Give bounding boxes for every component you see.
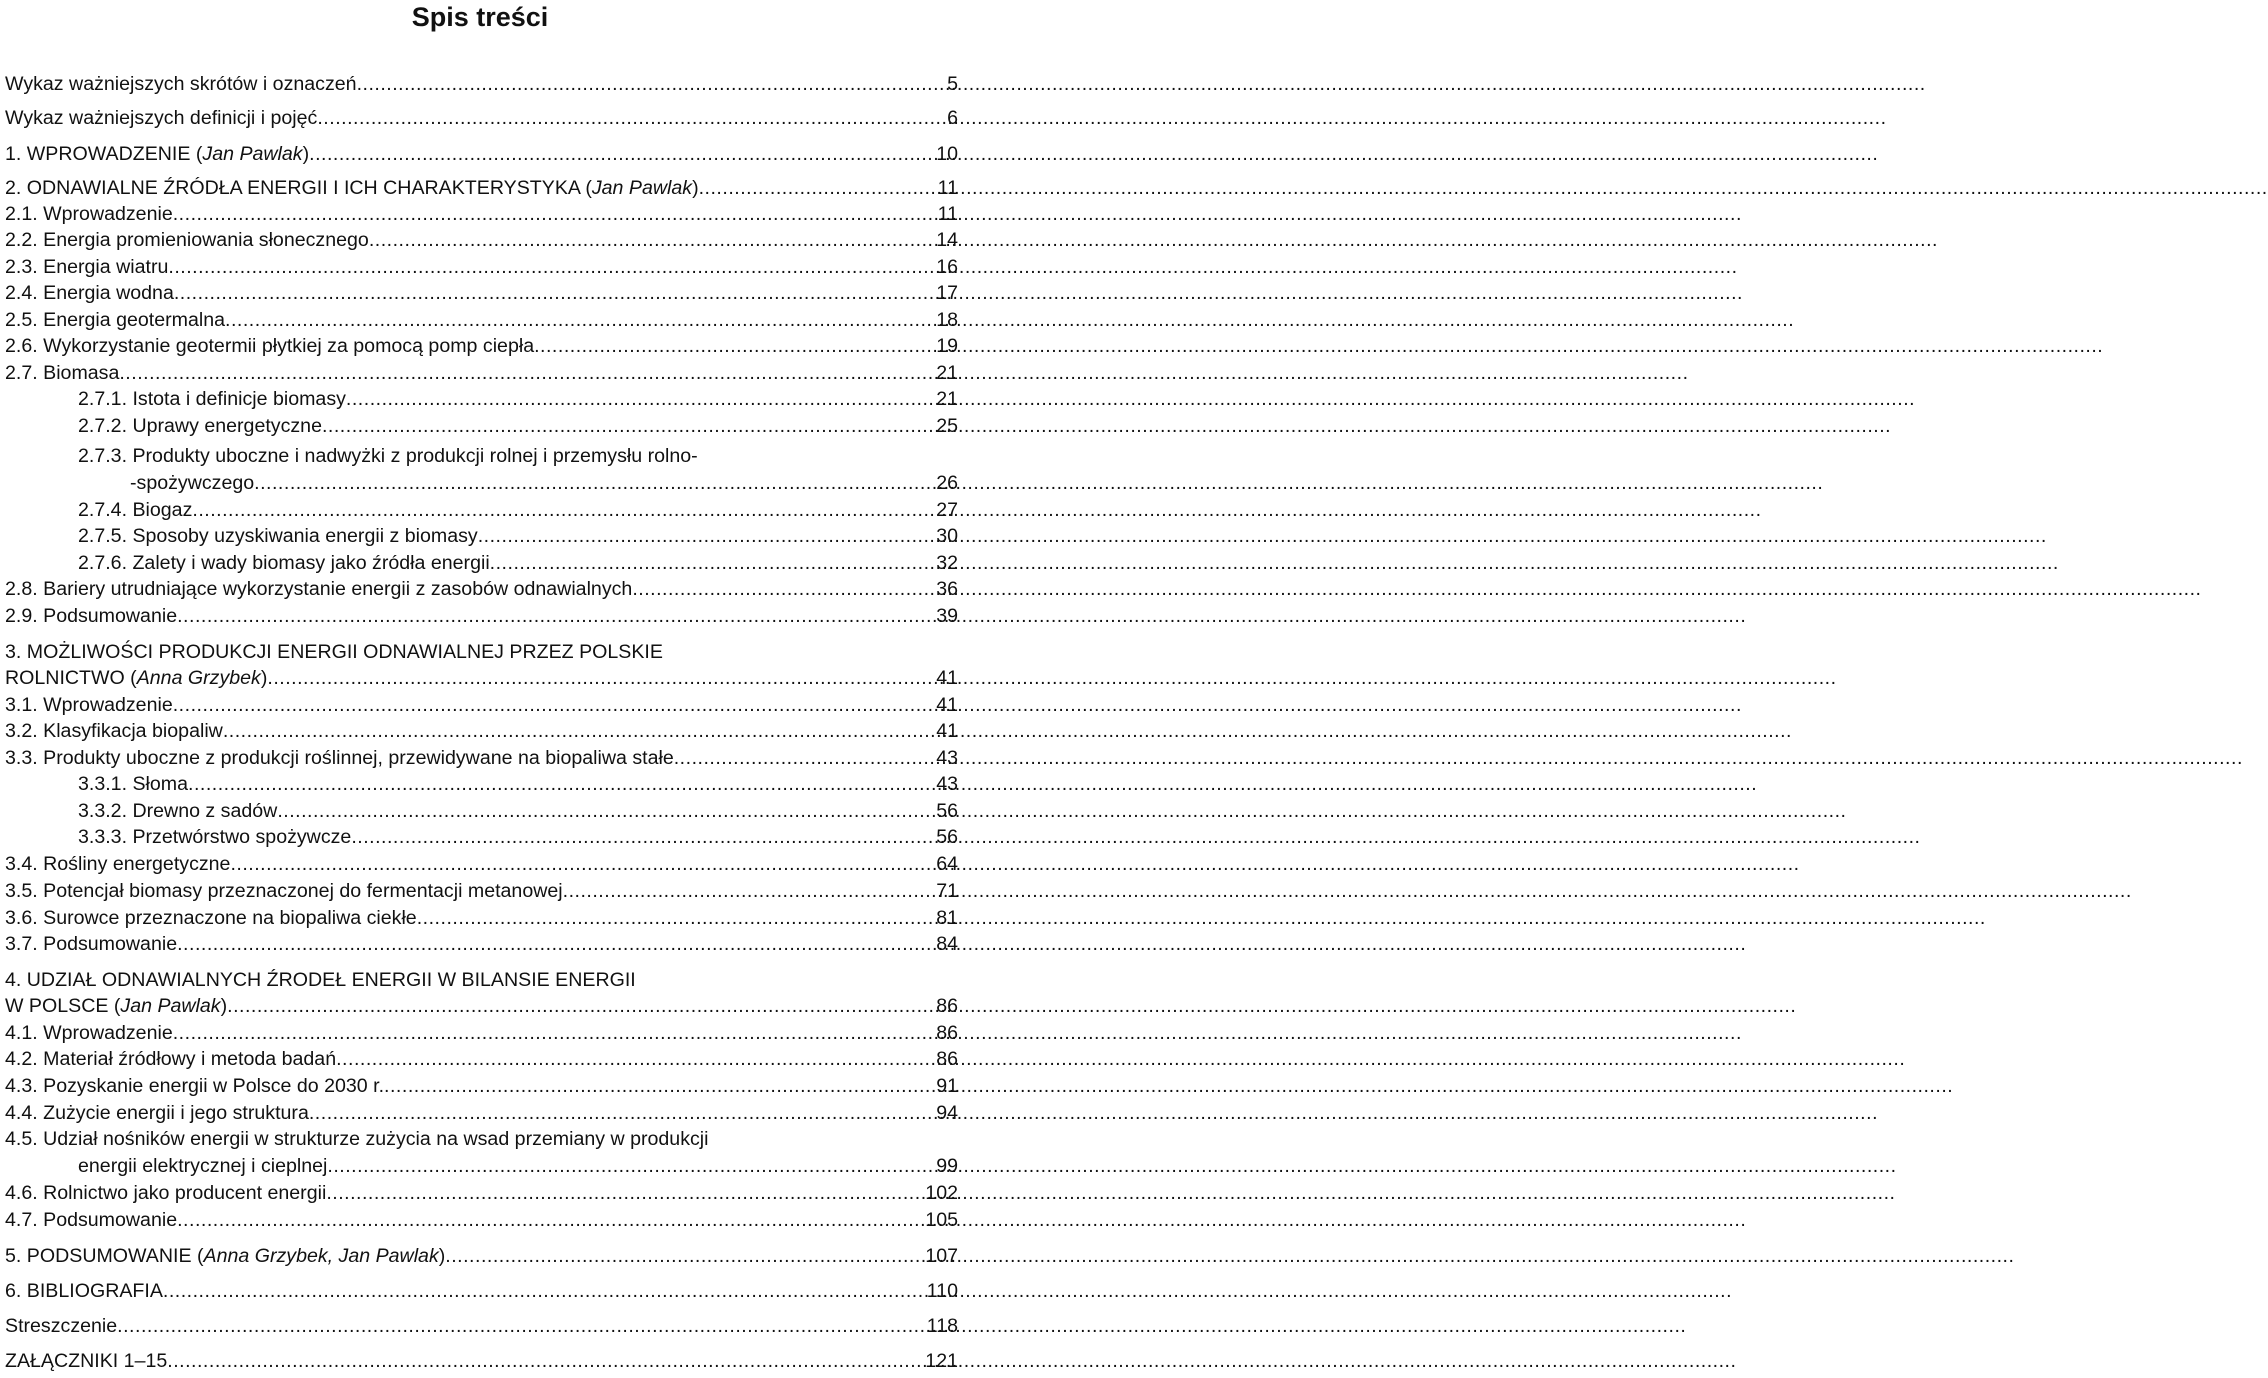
dot-leader — [277, 799, 936, 824]
toc-entry-page-number: 27 — [936, 499, 958, 521]
toc-entry-label: 4.7. Podsumowanie — [5, 1209, 178, 1231]
toc-entry-label: 2.7.1. Istota i definicje biomasy — [78, 388, 346, 410]
toc-entry-label: 2. ODNAWIALNE ŹRÓDŁA ENERGII I ICH CHARAKTERYSTYKA (Jan Pawlak) — [5, 177, 699, 199]
toc-entry[interactable] — [5, 1074, 958, 1099]
dot-leader — [119, 361, 936, 386]
toc-entry-page-number: 25 — [936, 415, 958, 437]
toc-entry-label: 4.3. Pozyskanie energii w Polsce do 2030 r. — [5, 1075, 385, 1097]
toc-entry-page-number: 94 — [936, 1102, 958, 1124]
dot-leader — [369, 228, 936, 253]
toc-entry-label: 3.6. Surowce przeznaczone na biopaliwa ciekłe — [5, 907, 417, 929]
toc-entry-label: 4.1. Wprowadzenie — [5, 1022, 173, 1044]
toc-entry-label: 6. BIBLIOGRAFIA — [5, 1280, 163, 1302]
toc-entry-page-number: 11 — [937, 177, 958, 199]
dot-leader — [163, 1279, 927, 1304]
toc-entry-label: 3.7. Podsumowanie — [5, 933, 178, 955]
toc-entry[interactable] — [5, 308, 958, 333]
dot-leader — [336, 1047, 936, 1072]
dot-leader — [322, 414, 936, 439]
toc-entry-page-number: 121 — [925, 1350, 958, 1372]
toc-entry-page-number: 26 — [936, 472, 958, 494]
dot-leader — [177, 604, 936, 629]
dot-leader — [167, 1349, 925, 1374]
toc-entry-page-number: 17 — [936, 282, 958, 304]
toc-entry[interactable] — [5, 176, 958, 201]
page-title: Spis treści — [411, 2, 549, 32]
dot-leader — [168, 255, 936, 280]
toc-entry[interactable] — [5, 228, 958, 253]
dot-leader — [188, 772, 936, 797]
dot-leader — [225, 308, 936, 333]
toc-entry-first-line: 4.5. Udział nośników energii w strukturze zużycia na wsad przemiany w produkcji — [5, 1128, 709, 1150]
toc-entry-page-number: 43 — [936, 773, 958, 795]
toc-entry-page-number: 86 — [936, 995, 958, 1017]
toc-entry[interactable] — [5, 142, 958, 167]
toc-entry[interactable] — [5, 255, 958, 280]
dot-leader — [173, 693, 936, 718]
toc-entry-label: 2.7.2. Uprawy energetyczne — [78, 415, 322, 437]
toc-entry-first-line: 4. UDZIAŁ ODNAWIALNYCH ŹRODEŁ ENERGII W BILANSIE ENERGII — [5, 969, 636, 991]
toc-entry-page-number: 43 — [936, 747, 958, 769]
toc-entry[interactable] — [5, 202, 958, 227]
toc-entry[interactable] — [78, 799, 958, 824]
dot-leader — [173, 1021, 936, 1046]
toc-entry[interactable] — [5, 1208, 958, 1233]
toc-entry[interactable] — [5, 879, 958, 904]
toc-entry-label: 2.4. Energia wodna — [5, 282, 174, 304]
dot-leader — [326, 1181, 925, 1206]
toc-entry[interactable] — [78, 387, 958, 412]
toc-entry-page-number: 19 — [936, 335, 958, 357]
toc-entry-page-number: 30 — [936, 525, 958, 547]
toc-entry-page-number: 71 — [936, 880, 958, 902]
dot-leader — [309, 142, 936, 167]
toc-entry-label: 3.3.3. Przetwórstwo spożywcze — [78, 826, 352, 848]
toc-entry-author: Anna Grzybek — [136, 667, 261, 689]
toc-entry-label: Wykaz ważniejszych skrótów i oznaczeń — [5, 73, 357, 95]
toc-entry-label: 3.3. Produkty uboczne z produkcji roślinnej, przewidywane na biopaliwa stałe — [5, 747, 674, 769]
toc-entry[interactable] — [78, 524, 958, 549]
toc-entry[interactable] — [5, 719, 958, 744]
toc-entry-label: 2.5. Energia geotermalna — [5, 309, 226, 331]
dot-leader — [267, 666, 936, 691]
toc-entry-page-number: 36 — [936, 578, 958, 600]
toc-entry-page-number: 41 — [936, 694, 958, 716]
toc-entry-label: 2.7.5. Sposoby uzyskiwania energii z biomasy — [78, 525, 478, 547]
toc-entry[interactable] — [5, 1101, 958, 1126]
toc-entry[interactable] — [5, 1314, 958, 1339]
dot-leader — [490, 551, 937, 576]
toc-entry[interactable] — [5, 746, 958, 771]
toc-entry-label: energii elektrycznej i cieplnej — [78, 1155, 328, 1177]
toc-entry[interactable] — [5, 666, 958, 691]
toc-entry-first-line: 3. MOŻLIWOŚCI PRODUKCJI ENERGII ODNAWIALNEJ PRZEZ POLSKIE — [5, 641, 663, 663]
toc-entry-label: 4.6. Rolnictwo jako producent energii — [5, 1182, 327, 1204]
toc-entry[interactable] — [5, 106, 958, 131]
toc-entry-page-number: 118 — [926, 1315, 958, 1337]
toc-entry-label: 2.9. Podsumowanie — [5, 605, 178, 627]
toc-entry-page-number: 81 — [936, 907, 958, 929]
toc-entry-page-number: 32 — [936, 552, 958, 574]
toc-entry-page-number: 86 — [936, 1022, 958, 1044]
toc-entry-label: 3.3.1. Słoma — [78, 773, 189, 795]
toc-entry-label: 2.7.6. Zalety i wady biomasy jako źródła energii — [78, 552, 490, 574]
toc-entry-label: 2.7.4. Biogaz — [78, 499, 193, 521]
toc-entry[interactable] — [5, 604, 958, 629]
toc-entry[interactable] — [5, 1349, 958, 1374]
dot-leader — [317, 106, 947, 131]
toc-entry-page-number: 91 — [936, 1075, 958, 1097]
dot-leader — [534, 334, 936, 359]
toc-entry-label: ROLNICTWO (Anna Grzybek) — [5, 667, 268, 689]
dot-leader — [478, 524, 937, 549]
toc-entry[interactable] — [78, 825, 958, 850]
toc-entry[interactable] — [78, 498, 958, 523]
toc-entry[interactable] — [5, 1021, 958, 1046]
toc-entry-author: Jan Pawlak — [202, 143, 303, 165]
toc-entry[interactable] — [5, 1047, 958, 1072]
toc-entry[interactable] — [5, 281, 958, 306]
toc-entry-label: 2.8. Bariery utrudniające wykorzystanie energii z zasobów odnawialnych — [5, 578, 633, 600]
toc-entry[interactable] — [78, 772, 958, 797]
toc-entry-page-number: 21 — [936, 362, 958, 384]
dot-leader — [254, 471, 936, 496]
toc-entry-author: Anna Grzybek, Jan Pawlak — [203, 1245, 439, 1267]
toc-entry-label: 3.2. Klasyfikacja biopaliw — [5, 720, 223, 742]
toc-entry[interactable] — [5, 1181, 958, 1206]
toc-entry-page-number: 39 — [936, 605, 958, 627]
toc-entry-label: 1. WPROWADZENIE (Jan Pawlak) — [5, 143, 310, 165]
toc-entry-page-number: 86 — [936, 1048, 958, 1070]
toc-entry[interactable] — [5, 334, 958, 359]
toc-entry-label: Streszczenie — [5, 1315, 118, 1337]
toc-entry[interactable] — [5, 1279, 958, 1304]
toc-entry-label: 3.4. Rośliny energetyczne — [5, 853, 231, 875]
toc-entry-first-line: 2.7.3. Produkty uboczne i nadwyżki z produkcji rolnej i przemysłu rolno- — [78, 445, 698, 467]
dot-leader — [384, 1074, 936, 1099]
toc-entry-page-number: 14 — [936, 229, 958, 251]
dot-leader — [309, 1101, 936, 1126]
toc-entry-label: 2.7. Biomasa — [5, 362, 120, 384]
toc-entry-page-number: 110 — [926, 1280, 958, 1302]
toc-entry-page-number: 5 — [947, 73, 958, 95]
toc-entry[interactable] — [5, 72, 958, 97]
toc-entry-page-number: 11 — [937, 203, 958, 225]
dot-leader — [445, 1244, 925, 1269]
toc-entry-page-number: 21 — [936, 388, 958, 410]
dot-leader — [230, 852, 936, 877]
toc-entry[interactable] — [78, 1154, 958, 1179]
toc-entry-page-number: 41 — [936, 720, 958, 742]
dot-leader — [223, 719, 936, 744]
toc-entry-page-number: 64 — [936, 853, 958, 875]
toc-entry[interactable] — [5, 361, 958, 386]
toc-entry-label: 2.2. Energia promieniowania słonecznego — [5, 229, 369, 251]
dot-leader — [174, 281, 936, 306]
toc-entry-label: Wykaz ważniejszych definicji i pojęć — [5, 107, 318, 129]
dot-leader — [346, 387, 936, 412]
dot-leader — [563, 879, 937, 904]
toc-entry-author: Jan Pawlak — [120, 995, 221, 1017]
toc-entry-label: 3.3.2. Drewno z sadów — [78, 800, 278, 822]
toc-entry[interactable] — [5, 994, 958, 1019]
toc-entry-page-number: 10 — [936, 143, 958, 165]
dot-leader — [674, 746, 936, 771]
toc-entry-label: ZAŁĄCZNIKI 1–15 — [5, 1350, 168, 1372]
toc-entry-page-number: 99 — [936, 1155, 958, 1177]
toc-entry-label: 5. PODSUMOWANIE (Anna Grzybek, Jan Pawlak) — [5, 1245, 446, 1267]
toc-entry[interactable] — [5, 577, 958, 602]
dot-leader — [351, 825, 936, 850]
dot-leader — [632, 577, 936, 602]
dot-leader — [177, 1208, 925, 1233]
toc-entry-label: W POLSCE (Jan Pawlak) — [5, 995, 228, 1017]
dot-leader — [699, 176, 938, 201]
toc-entry[interactable] — [5, 1244, 958, 1269]
toc-entry-label: 3.5. Potencjał biomasy przeznaczonej do fermentacji metanowej — [5, 880, 563, 902]
toc-entry[interactable] — [78, 551, 958, 576]
table-of-contents — [0, 0, 960, 1378]
toc-entry[interactable] — [5, 693, 958, 718]
toc-entry-label: 2.1. Wprowadzenie — [5, 203, 173, 225]
toc-entry-label: 4.4. Zużycie energii i jego struktura — [5, 1102, 309, 1124]
dot-leader — [327, 1154, 936, 1179]
toc-entry-author: Jan Pawlak — [591, 177, 693, 199]
dot-leader — [357, 72, 948, 97]
dot-leader — [417, 906, 936, 931]
toc-entry[interactable] — [130, 471, 958, 496]
toc-entry-page-number: 41 — [936, 667, 958, 689]
toc-entry-label: 4.2. Materiał źródłowy i metoda badań — [5, 1048, 337, 1070]
toc-entry-page-number: 56 — [936, 800, 958, 822]
toc-entry-page-number: 6 — [947, 107, 958, 129]
toc-entry-page-number: 102 — [925, 1182, 958, 1204]
toc-entry-page-number: 56 — [936, 826, 958, 848]
toc-entry-page-number: 107 — [925, 1245, 958, 1267]
toc-entry-page-number: 18 — [936, 309, 958, 331]
toc-entry-page-number: 105 — [925, 1209, 958, 1231]
dot-leader — [227, 994, 936, 1019]
toc-entry-label: -spożywczego — [130, 472, 255, 494]
toc-entry-page-number: 16 — [936, 256, 958, 278]
toc-entry[interactable] — [5, 932, 958, 957]
toc-entry[interactable] — [5, 906, 958, 931]
toc-entry-label: 2.6. Wykorzystanie geotermii płytkiej za pomocą pomp ciepła — [5, 335, 535, 357]
toc-entry-label: 2.3. Energia wiatru — [5, 256, 169, 278]
dot-leader — [173, 202, 938, 227]
dot-leader — [177, 932, 936, 957]
toc-entry-label: 3.1. Wprowadzenie — [5, 694, 173, 716]
dot-leader — [117, 1314, 927, 1339]
toc-entry[interactable] — [78, 414, 958, 439]
toc-entry[interactable] — [5, 852, 958, 877]
toc-entry-page-number: 84 — [936, 933, 958, 955]
dot-leader — [192, 498, 936, 523]
